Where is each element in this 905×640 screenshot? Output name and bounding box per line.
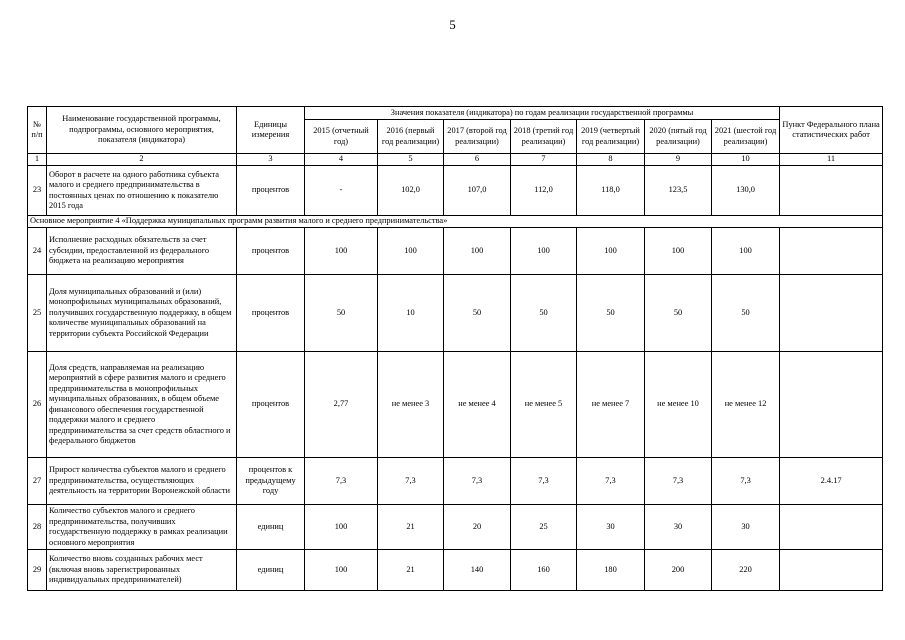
value-cell: 2,77 bbox=[305, 352, 378, 458]
value-cell: 30 bbox=[645, 505, 712, 550]
col-header-year: 2021 (шестой год реализации) bbox=[712, 120, 780, 154]
value-cell: 50 bbox=[645, 275, 712, 352]
value-cell: 50 bbox=[305, 275, 378, 352]
value-cell: 30 bbox=[712, 505, 780, 550]
value-cell: 180 bbox=[577, 550, 645, 591]
page-number: 5 bbox=[449, 17, 456, 32]
plan-cell bbox=[780, 505, 883, 550]
col-header-plan: Пункт Федерального плана статистических работ bbox=[780, 107, 883, 154]
indicator-name: Доля муниципальных образований и (или) монопрофильных муниципальных образований, получивших государственную поддержку, в общем количестве муниципальных образований на территории субъекта Российской Федерации bbox=[47, 275, 237, 352]
value-cell: 107,0 bbox=[444, 166, 511, 216]
value-cell: 10 bbox=[378, 275, 444, 352]
table-row bbox=[28, 275, 883, 352]
value-cell: 100 bbox=[645, 228, 712, 275]
col-header-name: Наименование государственной программы, подпрограммы, основного мероприятия, показателя (индикатора) bbox=[47, 107, 237, 154]
section-row bbox=[28, 216, 883, 228]
value-cell: не менее 7 bbox=[577, 352, 645, 458]
table-row bbox=[28, 458, 883, 505]
table-row bbox=[28, 550, 883, 591]
value-cell: 7,3 bbox=[305, 458, 378, 505]
column-number: 11 bbox=[780, 154, 883, 166]
plan-cell bbox=[780, 275, 883, 352]
plan-cell bbox=[780, 352, 883, 458]
column-number: 4 bbox=[305, 154, 378, 166]
value-cell: не менее 10 bbox=[645, 352, 712, 458]
value-cell: 7,3 bbox=[577, 458, 645, 505]
plan-cell bbox=[780, 166, 883, 216]
table-row bbox=[28, 166, 883, 216]
column-number: 3 bbox=[237, 154, 305, 166]
col-header-year: 2020 (пятый год реализации) bbox=[645, 120, 712, 154]
value-cell: 7,3 bbox=[712, 458, 780, 505]
row-number: 28 bbox=[28, 505, 47, 550]
plan-cell bbox=[780, 550, 883, 591]
value-cell: 100 bbox=[378, 228, 444, 275]
value-cell: - bbox=[305, 166, 378, 216]
value-cell: 112,0 bbox=[511, 166, 577, 216]
value-cell: 100 bbox=[577, 228, 645, 275]
value-cell: не менее 5 bbox=[511, 352, 577, 458]
row-number: 29 bbox=[28, 550, 47, 591]
value-cell: 50 bbox=[444, 275, 511, 352]
value-cell: 50 bbox=[712, 275, 780, 352]
column-number: 6 bbox=[444, 154, 511, 166]
row-number: 26 bbox=[28, 352, 47, 458]
indicator-name: Количество вновь созданных рабочих мест (включая вновь зарегистрированных индивидуальных предпринимателей) bbox=[47, 550, 237, 591]
column-number: 2 bbox=[47, 154, 237, 166]
value-cell: 7,3 bbox=[444, 458, 511, 505]
value-cell: 130,0 bbox=[712, 166, 780, 216]
value-cell: 123,5 bbox=[645, 166, 712, 216]
value-cell: не менее 3 bbox=[378, 352, 444, 458]
value-cell: 50 bbox=[577, 275, 645, 352]
value-cell: 21 bbox=[378, 505, 444, 550]
row-number: 23 bbox=[28, 166, 47, 216]
indicator-name: Оборот в расчете на одного работника субъекта малого и среднего предпринимательства в постоянных ценах по отношению к показателю 2015 года bbox=[47, 166, 237, 216]
plan-cell bbox=[780, 228, 883, 275]
value-cell: 220 bbox=[712, 550, 780, 591]
col-header-values-group: Значения показателя (индикатора) по годам реализации государственной программы bbox=[305, 107, 780, 120]
row-number: 25 bbox=[28, 275, 47, 352]
value-cell: 100 bbox=[305, 550, 378, 591]
value-cell: 100 bbox=[305, 228, 378, 275]
section-title: Основное мероприятие 4 «Поддержка муниципальных программ развития малого и среднего предпринимательства» bbox=[28, 216, 883, 228]
value-cell: 21 bbox=[378, 550, 444, 591]
value-cell: 100 bbox=[444, 228, 511, 275]
indicator-name: Прирост количества субъектов малого и среднего предпринимательства, осуществляющих деятельность на территории Воронежской области bbox=[47, 458, 237, 505]
value-cell: 7,3 bbox=[511, 458, 577, 505]
col-header-year: 2019 (четвертый год реализации) bbox=[577, 120, 645, 154]
indicator-name: Доля средств, направляемая на реализацию мероприятий в сфере развития малого и среднего предпринимательства в монопрофильных муниципальных образованиях, в общем объеме финансового обеспечения государственной поддержки малого и среднего предпринимательства за счет средств областного и федерального бюджетов bbox=[47, 352, 237, 458]
value-cell: 50 bbox=[511, 275, 577, 352]
col-header-unit: Единицы измерения bbox=[237, 107, 305, 154]
unit-cell: процентов bbox=[237, 166, 305, 216]
value-cell: 140 bbox=[444, 550, 511, 591]
column-number: 7 bbox=[511, 154, 577, 166]
unit-cell: процентов bbox=[237, 275, 305, 352]
value-cell: 100 bbox=[712, 228, 780, 275]
value-cell: не менее 4 bbox=[444, 352, 511, 458]
value-cell: не менее 12 bbox=[712, 352, 780, 458]
unit-cell: процентов bbox=[237, 352, 305, 458]
value-cell: 25 bbox=[511, 505, 577, 550]
col-header-no: № п/п bbox=[28, 107, 47, 154]
col-header-year: 2016 (первый год реализации) bbox=[378, 120, 444, 154]
unit-cell: процентов к предыдущему году bbox=[237, 458, 305, 505]
column-number: 9 bbox=[645, 154, 712, 166]
row-number: 24 bbox=[28, 228, 47, 275]
value-cell: 30 bbox=[577, 505, 645, 550]
value-cell: 7,3 bbox=[645, 458, 712, 505]
unit-cell: единиц bbox=[237, 505, 305, 550]
indicators-table bbox=[27, 106, 883, 591]
col-header-year: 2015 (отчетный год) bbox=[305, 120, 378, 154]
unit-cell: процентов bbox=[237, 228, 305, 275]
unit-cell: единиц bbox=[237, 550, 305, 591]
column-number: 1 bbox=[28, 154, 47, 166]
column-number: 8 bbox=[577, 154, 645, 166]
value-cell: 160 bbox=[511, 550, 577, 591]
column-number: 5 bbox=[378, 154, 444, 166]
header-row-top bbox=[28, 107, 883, 120]
value-cell: 102,0 bbox=[378, 166, 444, 216]
column-number: 10 bbox=[712, 154, 780, 166]
indicator-name: Исполнение расходных обязательств за счет субсидии, предоставленной из федерального бюджета на реализацию мероприятия bbox=[47, 228, 237, 275]
indicator-name: Количество субъектов малого и среднего предпринимательства, получивших государственную поддержку в рамках реализации основного мероприятия bbox=[47, 505, 237, 550]
value-cell: 100 bbox=[511, 228, 577, 275]
value-cell: 118,0 bbox=[577, 166, 645, 216]
value-cell: 7,3 bbox=[378, 458, 444, 505]
row-number: 27 bbox=[28, 458, 47, 505]
value-cell: 20 bbox=[444, 505, 511, 550]
col-header-year: 2017 (второй год реализации) bbox=[444, 120, 511, 154]
col-header-year: 2018 (третий год реализации) bbox=[511, 120, 577, 154]
column-number-row bbox=[28, 154, 883, 166]
value-cell: 200 bbox=[645, 550, 712, 591]
plan-cell: 2.4.17 bbox=[780, 458, 883, 505]
table-row bbox=[28, 505, 883, 550]
value-cell: 100 bbox=[305, 505, 378, 550]
table-row bbox=[28, 228, 883, 275]
table-row bbox=[28, 352, 883, 458]
